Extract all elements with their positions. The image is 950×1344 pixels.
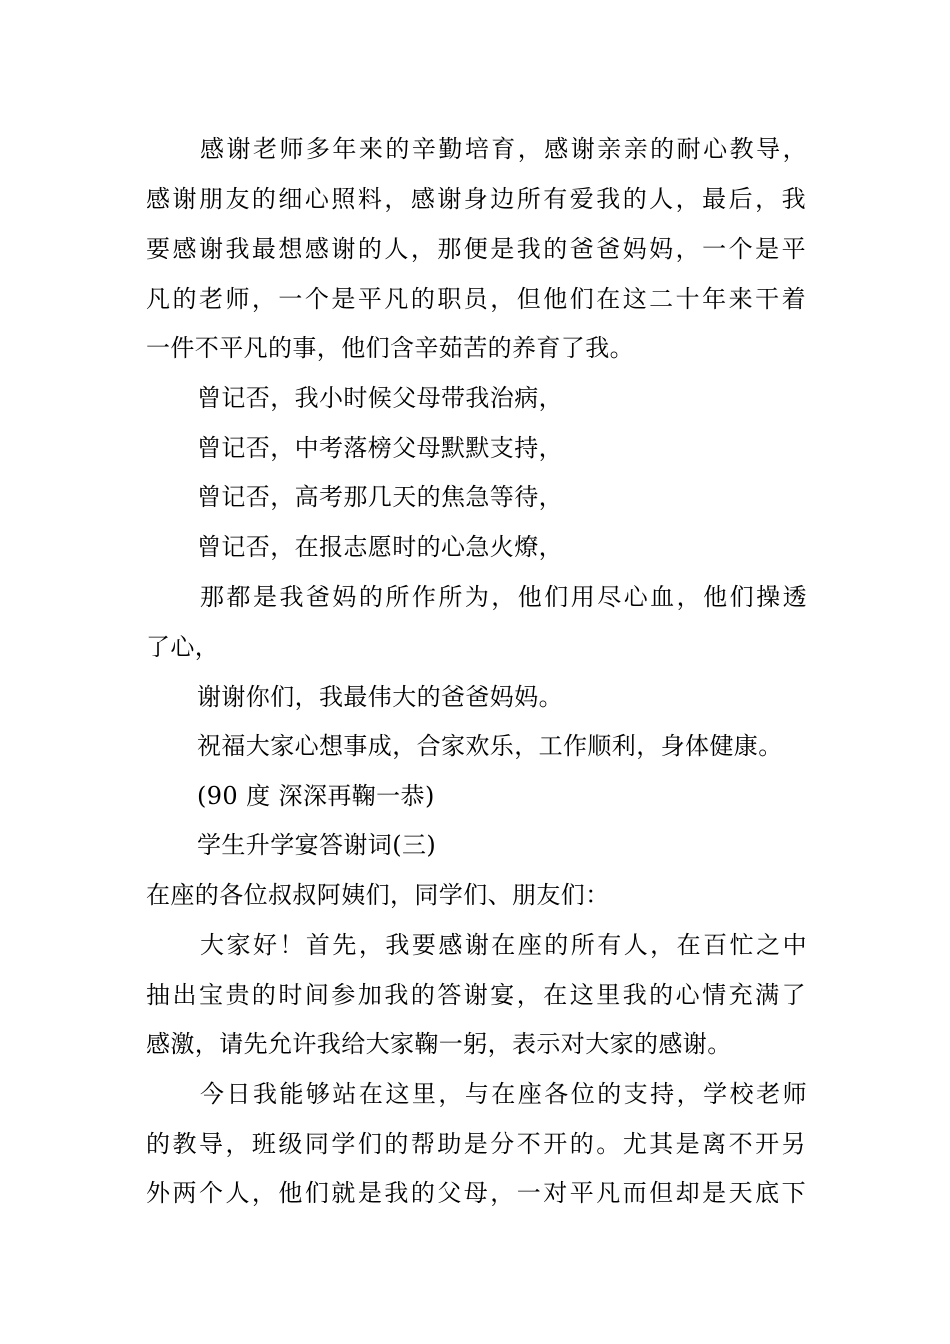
text-line: 了心，	[146, 633, 220, 661]
text-line: 感激，请先允许我给大家鞠一躬，表示对大家的感谢。	[146, 1030, 732, 1058]
section-heading: 学生升学宴答谢词(三)	[197, 831, 437, 859]
text-line: 抽出宝贵的时间参加我的答谢宴，在这里我的心情充满了	[146, 981, 806, 1009]
salutation: 在座的各位叔叔阿姨们，同学们、朋友们：	[146, 881, 610, 909]
text-line: 外两个人，他们就是我的父母，一对平凡而但却是天底下	[146, 1179, 806, 1207]
text-line: 凡的老师，一个是平凡的职员，但他们在这二十年来干着	[146, 285, 806, 313]
text-line: 感谢老师多年来的辛勤培育，感谢亲亲的耐心教导，	[200, 135, 807, 163]
text-line: 曾记否，我小时候父母带我治病，	[197, 384, 563, 412]
text-line: 谢谢你们，我最伟大的爸爸妈妈。	[197, 683, 563, 711]
text-line: 感谢朋友的细心照料，感谢身边所有爱我的人，最后，我	[146, 185, 806, 213]
text-line: 那都是我爸妈的所作所为，他们用尽心血，他们操透	[200, 583, 807, 611]
text-line: 要感谢我最想感谢的人，那便是我的爸爸妈妈，一个是平	[146, 235, 806, 263]
text-line: 曾记否，高考那几天的焦急等待，	[197, 483, 563, 511]
text-line: 祝福大家心想事成，合家欢乐，工作顺利，身体健康。	[197, 732, 783, 760]
text-line: 今日我能够站在这里，与在座各位的支持，学校老师	[200, 1080, 807, 1108]
text-line: 曾记否，在报志愿时的心急火燎，	[197, 533, 563, 561]
text-line: 大家好！首先，我要感谢在座的所有人，在百忙之中	[200, 931, 807, 959]
text-line: (90 度 深深再鞠一恭)	[197, 782, 435, 810]
text-line: 一件不平凡的事，他们含辛茹苦的养育了我。	[146, 334, 634, 362]
text-line: 的教导，班级同学们的帮助是分不开的。尤其是离不开另	[146, 1130, 806, 1158]
text-line: 曾记否，中考落榜父母默默支持，	[197, 434, 563, 462]
